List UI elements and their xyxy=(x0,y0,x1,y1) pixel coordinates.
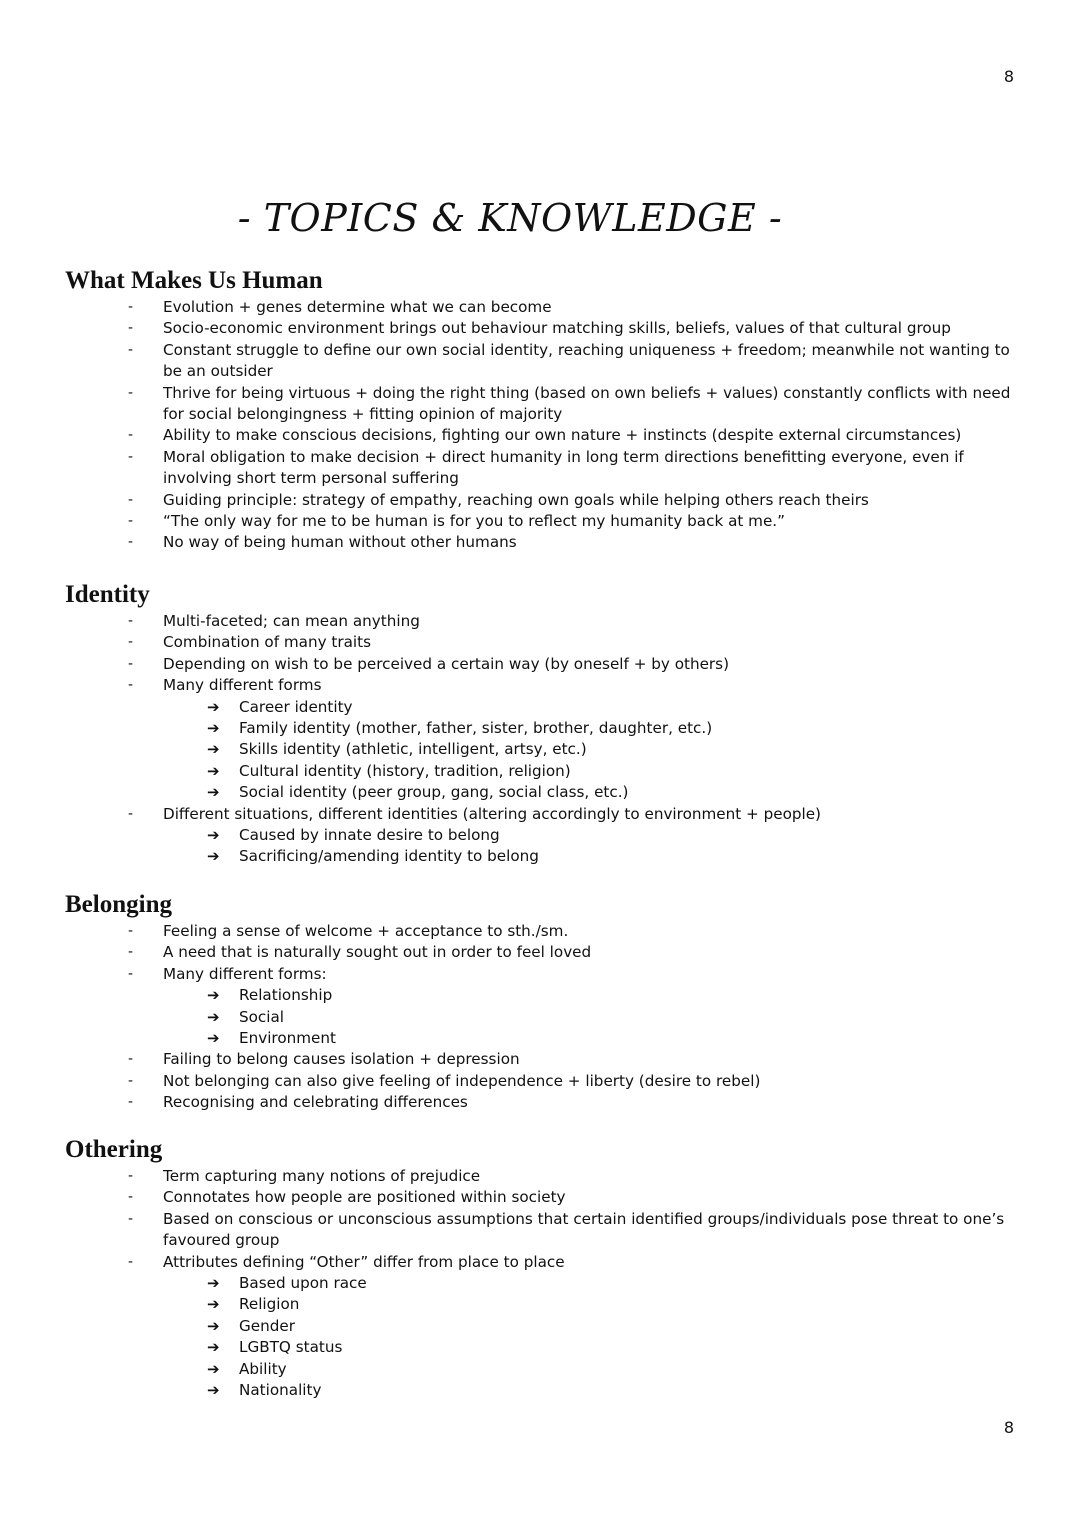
bullet-list xyxy=(65,921,1025,1114)
list-item-text: Guiding principle: strategy of empathy, reaching own goals while helping others reach theirs xyxy=(163,490,869,509)
list-item xyxy=(65,318,1025,339)
sub-list-item xyxy=(65,1294,1025,1315)
section-heading: Othering xyxy=(65,1136,163,1163)
sub-list-item xyxy=(65,1007,1025,1028)
sub-list-item xyxy=(65,782,1025,803)
list-item xyxy=(65,921,1025,942)
section-heading: Identity xyxy=(65,581,150,608)
sub-list-item xyxy=(65,1273,1025,1294)
page-number-top: 8 xyxy=(1003,67,1014,86)
list-item xyxy=(65,383,1025,426)
sub-list-item xyxy=(65,1316,1025,1337)
sub-list xyxy=(163,985,1025,1049)
dash-bullet-icon: - xyxy=(128,299,134,315)
arrow-right-icon: ➔ xyxy=(207,826,220,845)
list-item-text: Evolution + genes determine what we can become xyxy=(163,298,552,316)
list-item-text: A need that is naturally sought out in order to feel loved xyxy=(163,943,592,962)
sub-list-item-text: Gender xyxy=(239,1316,295,1335)
sub-list-item xyxy=(65,846,1025,867)
arrow-right-icon: ➔ xyxy=(207,697,220,716)
arrow-right-icon: ➔ xyxy=(207,1029,220,1048)
sub-list-item xyxy=(65,739,1025,760)
list-item-text: Many different forms xyxy=(163,676,322,695)
dash-bullet-icon: - xyxy=(128,1094,134,1111)
bullet-list xyxy=(65,1166,1025,1401)
dash-bullet-icon: - xyxy=(128,677,134,694)
list-item xyxy=(65,1209,1025,1252)
sub-list-item-text: Sacrificing/amending identity to belong xyxy=(239,847,539,866)
list-item-text: Moral obligation to make decision + direct humanity in long term directions benefitting everyone, even if involving short term personal suffering xyxy=(163,447,964,488)
arrow-right-icon: ➔ xyxy=(207,1007,220,1026)
dash-bullet-icon: - xyxy=(128,491,134,508)
list-item xyxy=(65,447,1025,490)
dash-bullet-icon: - xyxy=(128,655,134,672)
section-heading: What Makes Us Human xyxy=(65,267,323,294)
list-item xyxy=(65,1252,1025,1402)
dash-bullet-icon: - xyxy=(128,1051,134,1068)
section-what-makes-us-human xyxy=(65,266,1025,554)
dash-bullet-icon: - xyxy=(128,384,134,401)
sub-list xyxy=(163,697,1025,804)
list-item-text: Not belonging can also give feeling of independence + liberty (desire to rebel) xyxy=(163,1071,761,1090)
list-item xyxy=(65,632,1025,653)
arrow-right-icon: ➔ xyxy=(207,1316,220,1335)
list-item xyxy=(65,942,1025,963)
dash-bullet-icon: - xyxy=(128,634,134,651)
section-heading: Belonging xyxy=(65,891,172,918)
list-item-text: Thrive for being virtuous + doing the right thing (based on own beliefs + values) constantly conflicts with need for social belongingness + fitting opinion of majority xyxy=(163,383,1011,424)
dash-bullet-icon: - xyxy=(128,1253,134,1270)
arrow-right-icon: ➔ xyxy=(207,1381,220,1400)
arrow-right-icon: ➔ xyxy=(207,740,220,759)
list-item-text: Recognising and celebrating differences xyxy=(163,1093,468,1112)
list-item-text: Many different forms: xyxy=(163,964,327,983)
list-item xyxy=(65,1092,1025,1113)
page-number-bottom: 8 xyxy=(1003,1418,1014,1437)
arrow-right-icon: ➔ xyxy=(207,761,220,780)
sub-list-item-text: Social xyxy=(239,1007,285,1026)
sub-list-item-text: Based upon race xyxy=(239,1274,367,1293)
dash-bullet-icon: - xyxy=(128,534,134,551)
list-item-text: No way of being human without other humans xyxy=(163,533,517,552)
dash-bullet-icon: - xyxy=(128,448,134,465)
dash-bullet-icon: - xyxy=(128,923,134,939)
list-item xyxy=(65,654,1025,675)
arrow-right-icon: ➔ xyxy=(207,1274,220,1293)
list-item-text: Failing to belong causes isolation + depression xyxy=(163,1050,520,1069)
list-item-text: Based on conscious or unconscious assumptions that certain identified groups/individuals pose threat to one’s favoured group xyxy=(163,1209,1005,1250)
list-item xyxy=(65,490,1025,511)
dash-bullet-icon: - xyxy=(128,613,134,629)
sub-list-item xyxy=(65,1337,1025,1358)
sub-list-item xyxy=(65,761,1025,782)
sub-list-item-text: LGBTQ status xyxy=(239,1338,343,1357)
list-item-text: Constant struggle to define our own social identity, reaching uniqueness + freedom; meanwhile not wanting to be an outsider xyxy=(163,340,1010,381)
arrow-right-icon: ➔ xyxy=(207,847,220,866)
sub-list-item-text: Relationship xyxy=(239,986,333,1005)
dash-bullet-icon: - xyxy=(128,427,134,444)
list-item-text: Depending on wish to be perceived a certain way (by oneself + by others) xyxy=(163,654,730,673)
list-item xyxy=(65,1049,1025,1070)
list-item xyxy=(65,964,1025,1050)
dash-bullet-icon: - xyxy=(128,320,134,337)
list-item xyxy=(65,511,1025,532)
arrow-right-icon: ➔ xyxy=(207,1338,220,1357)
list-item-text: Attributes defining “Other” differ from place to place xyxy=(163,1252,565,1271)
list-item-text: Connotates how people are positioned within society xyxy=(163,1188,566,1207)
arrow-right-icon: ➔ xyxy=(207,1359,220,1378)
sub-list-item-text: Career identity xyxy=(239,697,353,716)
sub-list xyxy=(163,1273,1025,1401)
dash-bullet-icon: - xyxy=(128,1210,134,1227)
list-item xyxy=(65,675,1025,803)
list-item-text: Feeling a sense of welcome + acceptance to sth./sm. xyxy=(163,922,569,940)
list-item-text: Multi-faceted; can mean anything xyxy=(163,612,420,630)
sub-list-item-text: Skills identity (athletic, intelligent, artsy, etc.) xyxy=(239,740,587,759)
sub-list-item-text: Ability xyxy=(239,1359,287,1378)
dash-bullet-icon: - xyxy=(128,1168,134,1184)
list-item xyxy=(65,1071,1025,1092)
sub-list-item-text: Family identity (mother, father, sister, brother, daughter, etc.) xyxy=(239,719,713,738)
dash-bullet-icon: - xyxy=(128,944,134,961)
dash-bullet-icon: - xyxy=(128,1189,134,1206)
list-item-text: Ability to make conscious decisions, fighting our own nature + instincts (despite external circumstances) xyxy=(163,426,962,445)
sub-list-item xyxy=(65,1359,1025,1380)
sub-list-item-text: Nationality xyxy=(239,1381,322,1400)
arrow-right-icon: ➔ xyxy=(207,719,220,738)
list-item xyxy=(65,340,1025,383)
list-item-text: Term capturing many notions of prejudice xyxy=(163,1167,481,1185)
dash-bullet-icon: - xyxy=(128,1072,134,1089)
dash-bullet-icon: - xyxy=(128,341,134,358)
sub-list-item-text: Cultural identity (history, tradition, religion) xyxy=(239,761,571,780)
sub-list-item xyxy=(65,697,1025,718)
sub-list-item xyxy=(65,1028,1025,1049)
bullet-list xyxy=(65,297,1025,554)
page-title: - TOPICS & KNOWLEDGE - xyxy=(237,196,783,240)
sub-list-item-text: Social identity (peer group, gang, social class, etc.) xyxy=(239,783,629,802)
sub-list-item-text: Religion xyxy=(239,1295,300,1314)
sub-list xyxy=(163,825,1025,868)
sub-list-item xyxy=(65,718,1025,739)
arrow-right-icon: ➔ xyxy=(207,1295,220,1314)
dash-bullet-icon: - xyxy=(128,965,134,982)
arrow-right-icon: ➔ xyxy=(207,783,220,802)
list-item-text: Combination of many traits xyxy=(163,633,372,652)
sub-list-item xyxy=(65,1380,1025,1401)
list-item-text: Different situations, different identities (altering accordingly to environment + people) xyxy=(163,804,821,823)
section-othering xyxy=(65,1135,1025,1401)
dash-bullet-icon: - xyxy=(128,805,134,822)
sub-list-item xyxy=(65,825,1025,846)
sub-list-item-text: Caused by innate desire to belong xyxy=(239,826,500,845)
dash-bullet-icon: - xyxy=(128,513,134,530)
list-item xyxy=(65,611,1025,632)
list-item xyxy=(65,804,1025,868)
list-item-text: Socio-economic environment brings out behaviour matching skills, beliefs, values of that cultural group xyxy=(163,319,951,338)
bullet-list xyxy=(65,611,1025,868)
list-item xyxy=(65,425,1025,446)
list-item-text: “The only way for me to be human is for you to reflect my humanity back at me.” xyxy=(163,512,786,531)
list-item xyxy=(65,1187,1025,1208)
arrow-right-icon: ➔ xyxy=(207,986,220,1005)
section-belonging xyxy=(65,890,1025,1114)
list-item xyxy=(65,297,1025,318)
list-item xyxy=(65,1166,1025,1187)
sub-list-item xyxy=(65,985,1025,1006)
list-item xyxy=(65,532,1025,553)
sub-list-item-text: Environment xyxy=(239,1029,336,1048)
section-identity xyxy=(65,580,1025,868)
